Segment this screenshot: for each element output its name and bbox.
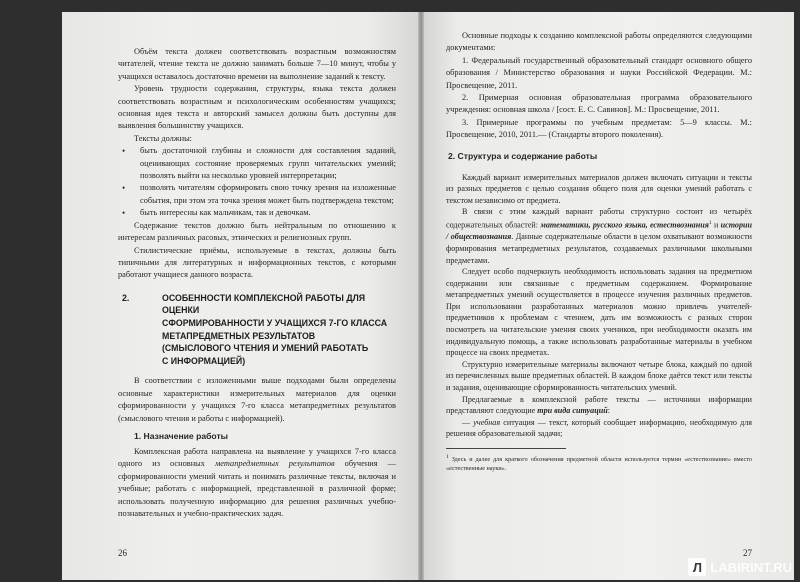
document-item: 2. Примерная основная образовательная программа образовательного учреждения: основная школа / [сост. Е. С. Савинов]. М.: Просвещение, 2011.: [446, 93, 752, 115]
paragraph: Уровень трудности содержания, структуры, языка текста должен соответствовать возрастным и психологическим особенностям учащихся; основная идея текста и авторский замысел должны быть доступны для выявления большинству учащихся.: [118, 84, 396, 131]
page-number: 26: [118, 548, 127, 558]
paragraph: Основные подходы к созданию комплексной работы определяются следующими документами:: [446, 31, 752, 53]
section-heading: [118, 292, 396, 368]
paragraph: Стилистические приёмы, используемые в текстах, должны быть типичными для литературных и информационных текстов, с которыми работают учащиеся данного возраста.: [118, 245, 396, 280]
list-item: • быть достаточной глубины и сложности для составления заданий, оценивающих состояние проверяемых групп читательских умений; позволять выйти на несколько уровней интерпретации;: [122, 146, 396, 181]
footnote: $^1$ Здесь и далее для краткого обозначения предметной области используется термин «естествознание» вместо «естественные науки».: [446, 454, 752, 472]
footnote-divider: [446, 448, 566, 449]
section-title: ОСОБЕННОСТИ КОМПЛЕКСНОЙ РАБОТЫ ДЛЯ ОЦЕНКИ СФОРМИРОВАННОСТИ У УЧАЩИХСЯ 7-ГО КЛАССА МЕТАПРЕДМЕТНЫХ РЕЗУЛЬТАТОВ (СМЫСЛОВОГО ЧТЕНИЯ И УМЕНИЙ РАБОТАТЬ С ИНФОРМАЦИЕЙ): [162, 292, 388, 366]
paragraph: Каждый вариант измерительных материалов должен включать ситуации и тексты из разных предметов с целью создания общего поля для оценки умений работать с текстом независимо от предмета.: [446, 172, 752, 205]
section-number: 2.: [122, 292, 130, 303]
document-item: 3. Примерные программы по учебным предметам: 5—9 классы. М.: Просвещение, 2010, 2011.— (Стандарты второго поколения).: [446, 117, 752, 140]
paragraph: Объём текста должен соответствовать возрастным возможностям читателей, чтение текста не должно занимать больше 7—10 минут, чтобы у учащихся оставалось достаточно времени на выполнение заданий к тексту.: [118, 47, 396, 81]
watermark: [688, 558, 792, 576]
paragraph: В связи с этим каждый вариант работы структурно состоит из четырёх содержательных областей: математики, русского языка, естествознания$^1$ и истории / обществознания. Данные содержательные области в целом охватывают возможности формирования метапредметных результатов, создаваемых различными школьными предметами.: [446, 207, 752, 265]
bullet-icon: •: [122, 208, 126, 219]
watermark-text: LABIRINT.RU: [710, 559, 792, 575]
subheading: 1. Назначение работы: [134, 430, 229, 441]
book-spread: [62, 12, 794, 580]
list-item: • позволять читателям сформировать свою точку зрения на изложенные события, при этом эта точка зрения может быть подтверждена текстом;: [122, 183, 396, 205]
labirint-logo-icon: Л: [688, 558, 706, 576]
paragraph: Следует особо подчеркнуть необходимость использовать задания на предметном содержании или связанные с предметным содержанием. Формирование метапредметных умений осуществляется в процессе изучения различных предметов. При использовании разработанных материалов можно привлечь учителей-предметников к проблемам с чтением, дать им возможность с разных сторон посмотреть на читательские умения своих учеников, при необходимости оказать им индивидуальную помощь, а также использовать разработанные материалы в учебном процессе на своих предметах.: [446, 267, 752, 358]
paragraph: — учебная ситуация — текст, который сообщает информацию, необходимую для решения образовательной задачи;: [446, 417, 752, 439]
paragraph: Структурно измерительные материалы включают четыре блока, каждый по одной из перечисленных выше предметных областей. В каждом блоке даётся текст или тексты и задания, оценивающие сформированность читательских умений.: [446, 359, 752, 393]
book-gutter: [418, 12, 424, 580]
requirements-list: [118, 145, 396, 219]
paragraph: Предлагаемые в комплексной работе тексты — источники информации представляют следующие три вида ситуаций:: [446, 394, 752, 416]
document-item: 1. Федеральный государственный образовательный стандарт основного общего образования / Министерство образования и науки Российской Федерации. М.: Просвещение, 2011.: [446, 55, 752, 90]
bullet-icon: •: [122, 183, 126, 194]
list-item: • быть интересны как мальчикам, так и девочкам.: [122, 208, 311, 219]
paragraph: Комплексная работа направлена на выявление у учащихся 7-го класса одного из основных метапредметных результатов обучения — сформированности умений читать и понимать различные тексты, включая и учебные; работать с информацией, представленной в различной форме; использовать полученную информацию для решения различных учебно-познавательных и учебно-практических задач.: [118, 446, 396, 518]
right-page: [420, 12, 794, 580]
bullet-icon: •: [122, 146, 126, 157]
subheading: 2. Структура и содержание работы: [448, 150, 598, 161]
paragraph: Тексты должны:: [134, 133, 192, 143]
paragraph: Содержание текстов должно быть нейтральным по отношению к интересам различных расовых, этнических и религиозных групп.: [118, 220, 396, 243]
page-number: 27: [743, 548, 752, 558]
left-page: [62, 12, 420, 580]
paragraph: В соответствии с изложенными выше подходами были определены основные характеристики измерительных материалов для оценки сформированности у учащихся 7-го класса метапредметных результатов (смыслового чтения и работы с информацией).: [118, 376, 396, 423]
